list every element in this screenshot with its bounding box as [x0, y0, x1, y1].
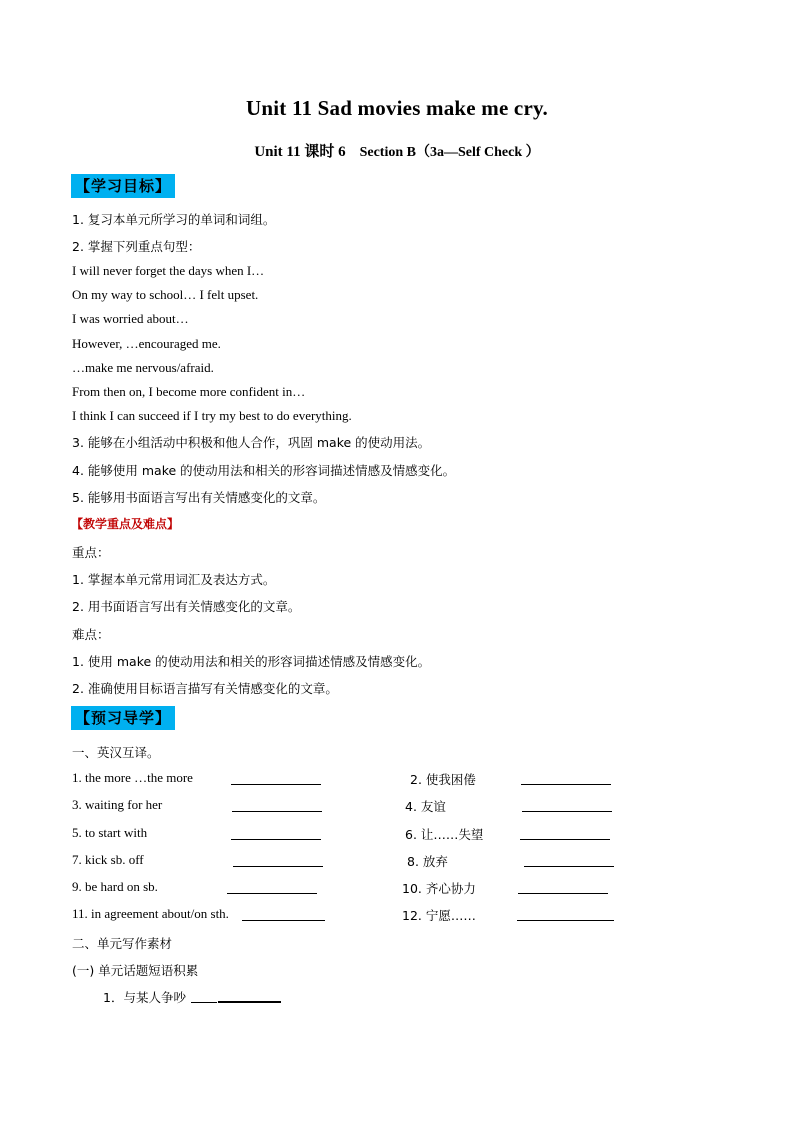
key-points-heading: 【教学重点及难点】 — [71, 517, 180, 531]
document-subtitle — [0, 140, 794, 161]
document-title: Unit 11 Sad movies make me cry. — [246, 96, 548, 120]
answer-blank[interactable] — [521, 770, 611, 785]
answer-blank[interactable] — [518, 879, 608, 894]
objective-item: 1. 复习本单元所学习的单词和词组。 — [72, 212, 276, 227]
part2-title: 二、单元写作素材 — [72, 936, 173, 951]
answer-blank[interactable] — [231, 825, 321, 840]
translation-item-right: 6. 让……失望 — [405, 827, 484, 842]
answer-blank[interactable] — [218, 987, 281, 1003]
answer-blank[interactable] — [242, 906, 325, 921]
translation-item-left: 5. to start with — [72, 825, 148, 840]
part1-title: 一、英汉互译。 — [72, 745, 160, 760]
preview-heading: 【预习导学】 — [71, 706, 175, 730]
translation-item-left: 9. be hard on sb. — [72, 879, 158, 894]
focus-item: 2. 用书面语言写出有关情感变化的文章。 — [72, 599, 301, 614]
answer-blank[interactable] — [522, 797, 612, 812]
sentence-pattern: However, …encouraged me. — [72, 336, 221, 351]
translation-item-right: 12. 宁愿…… — [402, 908, 476, 923]
answer-blank[interactable] — [233, 852, 323, 867]
difficulty-label: 难点： — [72, 627, 110, 642]
answer-blank[interactable] — [517, 906, 614, 921]
sentence-pattern: On my way to school… I felt upset. — [72, 287, 259, 302]
answer-blank[interactable] — [232, 797, 322, 812]
objectives-heading: 【学习目标】 — [71, 174, 175, 198]
difficulty-item: 2. 准确使用目标语言描写有关情感变化的文章。 — [72, 681, 338, 696]
answer-blank[interactable] — [227, 879, 317, 894]
objective-item: 2. 掌握下列重点句型： — [72, 239, 201, 254]
sentence-pattern: I was worried about… — [72, 311, 189, 326]
translation-item-left: 7. kick sb. off — [72, 852, 144, 867]
sentence-pattern: I think I can succeed if I try my best to do everything. — [72, 408, 352, 423]
translation-item-right: 8. 放弃 — [407, 854, 448, 869]
objective-item: 5. 能够用书面语言写出有关情感变化的文章。 — [72, 490, 326, 505]
translation-item-right: 2. 使我困倦 — [410, 772, 476, 787]
objective-item: 4. 能够使用 make 的使动用法和相关的形容词描述情感及情感变化。 — [72, 463, 456, 478]
translation-item-left: 1. the more …the more — [72, 770, 193, 785]
answer-blank-thin[interactable] — [191, 988, 217, 1003]
difficulty-item: 1. 使用 make 的使动用法和相关的形容词描述情感及情感变化。 — [72, 654, 431, 669]
sentence-pattern: …make me nervous/afraid. — [72, 360, 214, 375]
part2-subtitle: (一) 单元话题短语积累 — [72, 963, 199, 978]
lesson-label: Unit 11 课时 6 — [254, 144, 346, 160]
answer-blank[interactable] — [231, 770, 321, 785]
sentence-pattern: From then on, I become more confident in… — [72, 384, 306, 399]
translation-item-right: 4. 友谊 — [405, 799, 446, 814]
answer-blank[interactable] — [524, 852, 614, 867]
focus-item: 1. 掌握本单元常用词汇及表达方式。 — [72, 572, 276, 587]
phrase-item: 1．与某人争吵 — [103, 990, 186, 1005]
translation-item-left: 11. in agreement about/on sth. — [72, 906, 229, 921]
answer-blank[interactable] — [520, 825, 610, 840]
objective-item: 3. 能够在小组活动中积极和他人合作，巩固 make 的使动用法。 — [72, 435, 431, 450]
focus-label: 重点： — [72, 545, 110, 560]
sentence-pattern: I will never forget the days when I… — [72, 263, 265, 278]
section-label: Section B（3a—Self Check ） — [359, 145, 540, 160]
translation-item-right: 10. 齐心协力 — [402, 881, 476, 896]
translation-item-left: 3. waiting for her — [72, 797, 163, 812]
